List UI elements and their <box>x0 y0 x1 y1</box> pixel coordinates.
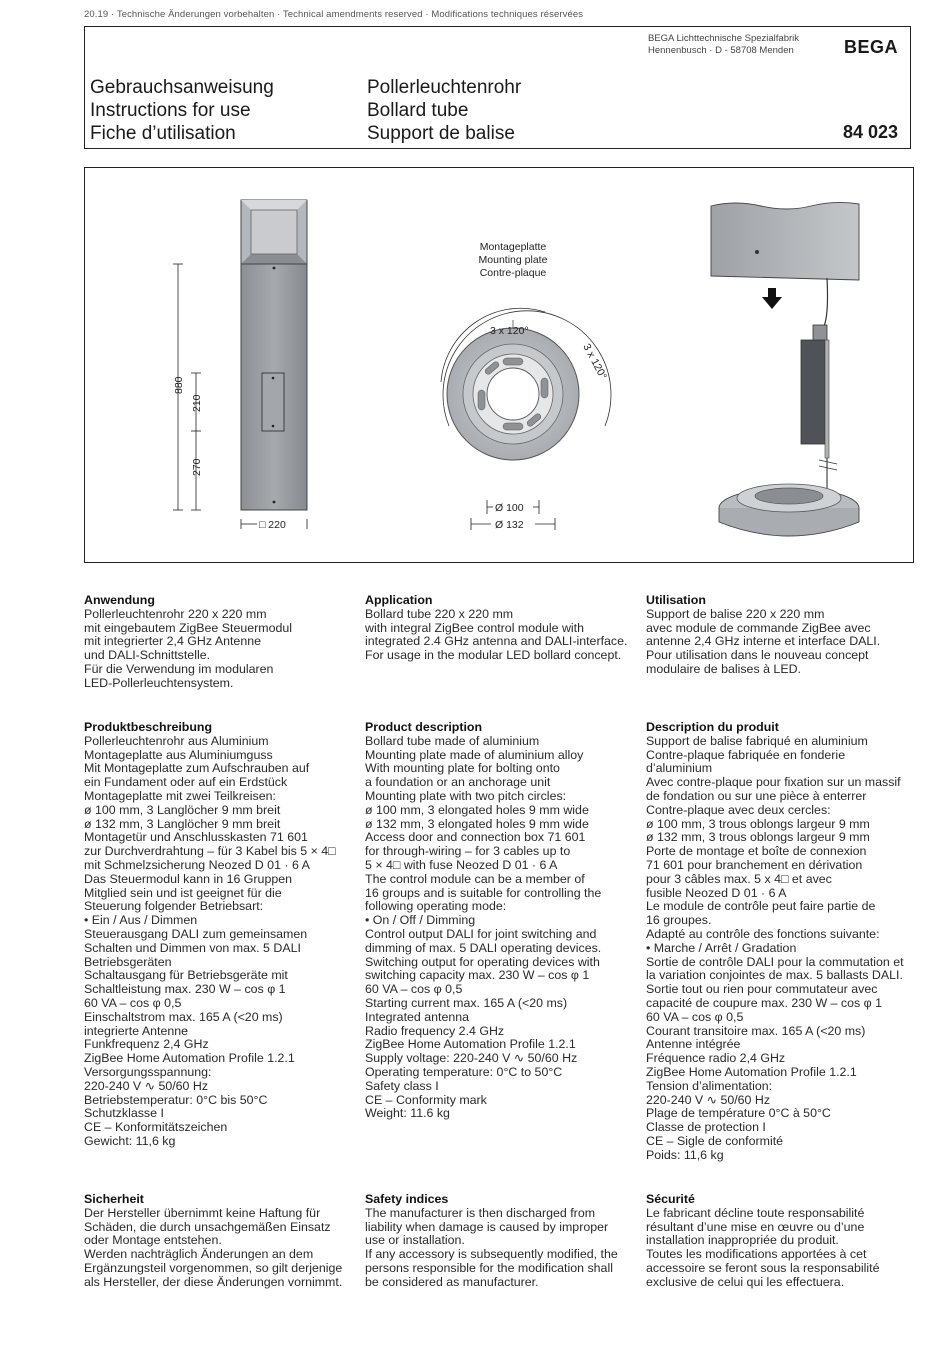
text-line: Sortie tout ou rien pour commutateur avec <box>646 982 878 997</box>
heading-application-fr: Utilisation <box>646 593 706 607</box>
text-line: Support de balise fabriqué en aluminium <box>646 733 868 748</box>
text-line: 60 VA – cos φ 0,5 <box>365 982 463 997</box>
text-line: Betriebstemperatur: 0°C bis 50°C <box>84 1092 268 1107</box>
install-drawing <box>711 202 859 536</box>
document-type-titles <box>90 76 274 145</box>
text-line: Montageplatte aus Aluminiumguss <box>84 747 273 762</box>
text-line: 16 groups and is suitable for controlling the <box>365 885 602 900</box>
text-line: integrated 2.4 GHz antenna and DALI-interface. <box>365 634 628 649</box>
text-line: CE – Konformitätszeichen <box>84 1120 228 1135</box>
text-line: Gewicht: 11,6 kg <box>84 1133 176 1148</box>
text-line: Access door and connection box 71 601 <box>365 830 586 845</box>
text-line: Das Steuermodul kann in 16 Gruppen <box>84 871 293 886</box>
text-line: Steuerung folgender Betriebsart: <box>84 899 264 914</box>
text-line: Classe de protection I <box>646 1120 766 1135</box>
text-line: be considered as manufacturer. <box>365 1274 539 1289</box>
text-line: Sortie de contrôle DALI pour la commutation et <box>646 954 904 969</box>
text-line: Plage de température 0°C à 50°C <box>646 1106 831 1121</box>
text-line: d’aluminium <box>646 761 713 776</box>
doc-title-fr: Fiche d’utilisation <box>90 123 236 144</box>
text-line: ø 100 mm, 3 Langlöcher 9 mm breit <box>84 802 281 817</box>
plate-label-fr: Contre-plaque <box>479 267 547 279</box>
arrow-down-icon <box>762 288 782 309</box>
text-line: Bollard tube made of aluminium <box>365 733 540 748</box>
heading-application-en: Application <box>365 593 433 607</box>
text-line: Control output DALI for joint switching and <box>365 926 597 941</box>
text-line: 220-240 V ∿ 50/60 Hz <box>84 1078 209 1093</box>
article-number: 84 023 <box>842 122 898 142</box>
product-title-en: Bollard tube <box>367 100 469 121</box>
text-line: fusible Neozed D 01 · 6 A <box>646 885 787 900</box>
text-line: Funkfrequenz 2,4 GHz <box>84 1037 209 1052</box>
text-line: Schaltleistung max. 230 W – cos φ 1 <box>84 982 286 997</box>
text-line: Pour utilisation dans le nouveau concept <box>646 648 869 663</box>
text-line: If any accessory is subsequently modified, the <box>365 1247 618 1262</box>
diameter-132: Ø 132 <box>495 519 524 531</box>
text-line: ZigBee Home Automation Profile 1.2.1 <box>646 1064 857 1079</box>
lines-application-de <box>84 608 292 691</box>
text-line: Werden nachträglich Änderungen an dem <box>84 1247 314 1262</box>
text-line: mit eingebautem ZigBee Steuermodul <box>84 620 293 635</box>
text-line: Porte de montage et boîte de connexion <box>646 844 867 859</box>
text-line: Contre-plaque fabriquée en fonderie <box>646 747 846 762</box>
text-line: Avec contre-plaque pour fixation sur un massif <box>646 775 901 790</box>
text-line: Bollard tube 220 x 220 mm <box>365 606 514 621</box>
text-line: 220-240 V ∿ 50/60 Hz <box>646 1092 771 1107</box>
text-line: Mit Montageplatte zum Aufschrauben auf <box>84 761 310 776</box>
title-block <box>84 26 911 149</box>
text-line: Adapté au contrôle des fonctions suivante: <box>646 926 880 941</box>
text-line: Fréquence radio 2,4 GHz <box>646 1051 786 1066</box>
text-line: Pollerleuchtenrohr 220 x 220 mm <box>84 606 267 621</box>
text-line: CE – Sigle de conformité <box>646 1133 784 1148</box>
text-line: Contre-plaque avec deux cercles: <box>646 802 831 817</box>
text-line: und DALI-Schnittstelle. <box>84 648 211 663</box>
text-line: • Marche / Arrêt / Gradation <box>646 940 797 955</box>
heading-description-de: Produktbeschreibung <box>84 720 213 734</box>
text-line: Integrated antenna <box>365 1009 470 1024</box>
text-line: Versorgungsspannung: <box>84 1064 212 1079</box>
section-description-de <box>84 721 336 1149</box>
text-line: The control module can be a member of <box>365 871 585 886</box>
lines-application-en <box>365 608 627 663</box>
text-line: Antenne intégrée <box>646 1037 741 1052</box>
text-line: Betriebsgeräten <box>84 954 172 969</box>
text-line: Operating temperature: 0°C to 50°C <box>365 1064 563 1079</box>
text-line: oder Montage entstehen. <box>84 1233 222 1248</box>
section-safety-fr <box>646 1193 879 1290</box>
company-name: BEGA Lichttechnische Spezialfabrik <box>648 33 800 44</box>
text-line: antenne 2,4 GHz interne et interface DALI. <box>646 634 881 649</box>
section-safety-de <box>84 1193 342 1290</box>
lines-safety-fr <box>646 1207 879 1290</box>
text-line: Schaltausgang für Betriebsgeräte mit <box>84 968 288 983</box>
text-line: Safety class I <box>365 1078 439 1093</box>
text-line: a foundation or an anchorage unit <box>365 775 551 790</box>
text-line: Le module de contrôle peut faire partie de <box>646 899 876 914</box>
text-line: Poids: 11,6 kg <box>646 1147 724 1162</box>
dimension-210: 210 <box>191 394 203 412</box>
text-line: exclusive de celui qui les effectuera. <box>646 1274 845 1289</box>
text-line: ø 132 mm, 3 elongated holes 9 mm wide <box>365 816 589 831</box>
text-line: de fondation ou sur une pièce à enterrer <box>646 788 867 803</box>
text-line: als Hersteller, der diese Änderungen vornimmt. <box>84 1274 343 1289</box>
text-line: Für die Verwendung im modularen <box>84 661 274 676</box>
angle-label-inner: 3 x 120° <box>490 325 529 337</box>
text-line: For usage in the modular LED bollard concept. <box>365 648 622 663</box>
text-line: 60 VA – cos φ 0,5 <box>84 995 182 1010</box>
product-title-fr: Support de balise <box>367 123 515 144</box>
revision-note: 20.19 · Technische Änderungen vorbehalten · Technical amendments reserved · Modifications techniques réservées <box>84 9 584 20</box>
text-line: Steuerausgang DALI zum gemeinsamen <box>84 926 308 941</box>
drawing-canvas <box>85 168 915 564</box>
section-description-fr <box>646 721 904 1163</box>
heading-description-fr: Description du produit <box>646 720 779 734</box>
doc-title-en: Instructions for use <box>90 100 251 121</box>
text-line: Pollerleuchtenrohr aus Aluminium <box>84 733 269 748</box>
text-line: ø 132 mm, 3 Langlöcher 9 mm breit <box>84 816 281 831</box>
text-line: liability when damage is caused by improper <box>365 1219 609 1234</box>
text-line: 5 × 4□ with fuse Neozed D 01 · 6 A <box>365 857 558 872</box>
text-line: Toutes les modifications apportées à cet <box>646 1247 867 1262</box>
technical-drawing <box>84 167 914 563</box>
text-line: Schalten und Dimmen von max. 5 DALI <box>84 940 301 955</box>
lines-description-fr <box>646 735 904 1163</box>
product-title-de: Pollerleuchtenrohr <box>367 77 522 98</box>
dimension-270: 270 <box>191 458 203 476</box>
lines-safety-de <box>84 1207 342 1290</box>
doc-title-de: Gebrauchsanweisung <box>90 77 274 98</box>
heading-application-de: Anwendung <box>84 593 155 607</box>
text-line: zur Durchverdrahtung – für 3 Kabel bis 5 × 4□ <box>84 844 336 859</box>
text-line: with integral ZigBee control module with <box>365 620 585 635</box>
company-address <box>648 33 799 57</box>
plate-label-en: Mounting plate <box>478 254 548 266</box>
heading-safety-en: Safety indices <box>365 1192 449 1206</box>
company-location: Hennenbusch · D - 58708 Menden <box>648 45 794 56</box>
text-line: ø 100 mm, 3 trous oblongs largeur 9 mm <box>646 816 870 831</box>
text-line: Courant transitoire max. 165 A (<20 ms) <box>646 1023 866 1038</box>
text-line: Ergänzungsteil vorgenommen, so gilt derjenige <box>84 1260 343 1275</box>
text-line: following operating mode: <box>365 899 507 914</box>
text-line: ø 132 mm, 3 trous oblongs largeur 9 mm <box>646 830 870 845</box>
text-line: With mounting plate for bolting onto <box>365 761 560 776</box>
text-line: Montagetür und Anschlusskasten 71 601 <box>84 830 308 845</box>
brand-logo: BEGA <box>843 37 898 57</box>
text-line: The manufacturer is then discharged from <box>365 1205 596 1220</box>
text-line: ein Fundament oder auf ein Erdstück <box>84 775 288 790</box>
text-line: mit Schmelzsicherung Neozed D 01 · 6 A <box>84 857 310 872</box>
text-line: integrierte Antenne <box>84 1023 189 1038</box>
text-line: for through-wiring – for 3 cables up to <box>365 844 571 859</box>
diameter-100: Ø 100 <box>495 502 524 514</box>
text-line: ø 100 mm, 3 elongated holes 9 mm wide <box>365 802 589 817</box>
text-line: Montageplatte mit zwei Teilkreisen: <box>84 788 276 803</box>
text-line: pour 3 câbles max. 5 x 4□ et avec <box>646 871 832 886</box>
text-line: ZigBee Home Automation Profile 1.2.1 <box>84 1051 295 1066</box>
text-line: Schutzklasse I <box>84 1106 164 1121</box>
text-line: LED-Pollerleuchtensystem. <box>84 675 234 690</box>
text-line: Mounting plate made of aluminium alloy <box>365 747 584 762</box>
text-line: Starting current max. 165 A (<20 ms) <box>365 995 568 1010</box>
text-line: • Ein / Aus / Dimmen <box>84 913 198 928</box>
text-line: modulaire de balises à LED. <box>646 661 801 676</box>
text-line: CE – Conformity mark <box>365 1092 487 1107</box>
text-line: mit integrierter 2,4 GHz Antenne <box>84 634 261 649</box>
text-line: accessoire se feront sous la responsabilité <box>646 1260 880 1275</box>
dimension-square-220: □ 220 <box>259 519 286 531</box>
lines-description-de <box>84 735 336 1149</box>
text-line: 71 601 pour branchement en dérivation <box>646 857 863 872</box>
section-description-en <box>365 721 601 1121</box>
text-line: Einschaltstrom max. 165 A (<20 ms) <box>84 1009 283 1024</box>
text-line: Switching output for operating devices with <box>365 954 600 969</box>
section-application-fr <box>646 594 880 677</box>
section-safety-en <box>365 1193 618 1290</box>
text-line: Tension d’alimentation: <box>646 1078 773 1093</box>
text-line: avec module de commande ZigBee avec <box>646 620 871 635</box>
text-line: switching capacity max. 230 W – cos φ 1 <box>365 968 590 983</box>
section-application-en <box>365 594 627 663</box>
lines-description-en <box>365 735 601 1121</box>
text-line: Le fabricant décline toute responsabilité <box>646 1205 865 1220</box>
text-line: Support de balise 220 x 220 mm <box>646 606 825 621</box>
text-line: Mitglied sein und ist geeignet für die <box>84 885 282 900</box>
text-line: la variation conjointes de max. 5 ballasts DALI. <box>646 968 903 983</box>
lines-application-fr <box>646 608 880 677</box>
text-line: • On / Off / Dimming <box>365 913 476 928</box>
text-line: persons responsible for the modification shall <box>365 1260 613 1275</box>
section-application-de <box>84 594 292 691</box>
heading-safety-fr: Sécurité <box>646 1192 695 1206</box>
heading-description-en: Product description <box>365 720 483 734</box>
lines-safety-en <box>365 1207 618 1290</box>
text-line: dimming of max. 5 DALI operating devices. <box>365 940 602 955</box>
text-line: résultant d’une mise en œuvre ou d’une <box>646 1219 865 1234</box>
text-line: Supply voltage: 220-240 V ∿ 50/60 Hz <box>365 1051 578 1066</box>
text-line: ZigBee Home Automation Profile 1.2.1 <box>365 1037 576 1052</box>
product-titles <box>367 76 521 145</box>
text-line: Weight: 11.6 kg <box>365 1106 450 1121</box>
text-line: Schäden, die durch unsachgemäßen Einsatz <box>84 1219 331 1234</box>
angle-label-outer: 3 x 120° <box>580 341 610 382</box>
text-line: Der Hersteller übernimmt keine Haftung für <box>84 1205 321 1220</box>
text-line: capacité de coupure max. 230 W – cos φ 1 <box>646 995 883 1010</box>
heading-safety-de: Sicherheit <box>84 1192 144 1206</box>
text-line: Mounting plate with two pitch circles: <box>365 788 567 803</box>
dimension-880: 880 <box>173 376 185 394</box>
text-line: 16 groupes. <box>646 913 712 928</box>
text-line: 60 VA – cos φ 0,5 <box>646 1009 744 1024</box>
plate-label-de: Montageplatte <box>479 241 547 253</box>
bollard-drawing <box>241 200 307 510</box>
text-line: Radio frequency 2.4 GHz <box>365 1023 505 1038</box>
text-line: installation inappropriée du produit. <box>646 1233 839 1248</box>
text-line: use or installation. <box>365 1233 465 1248</box>
